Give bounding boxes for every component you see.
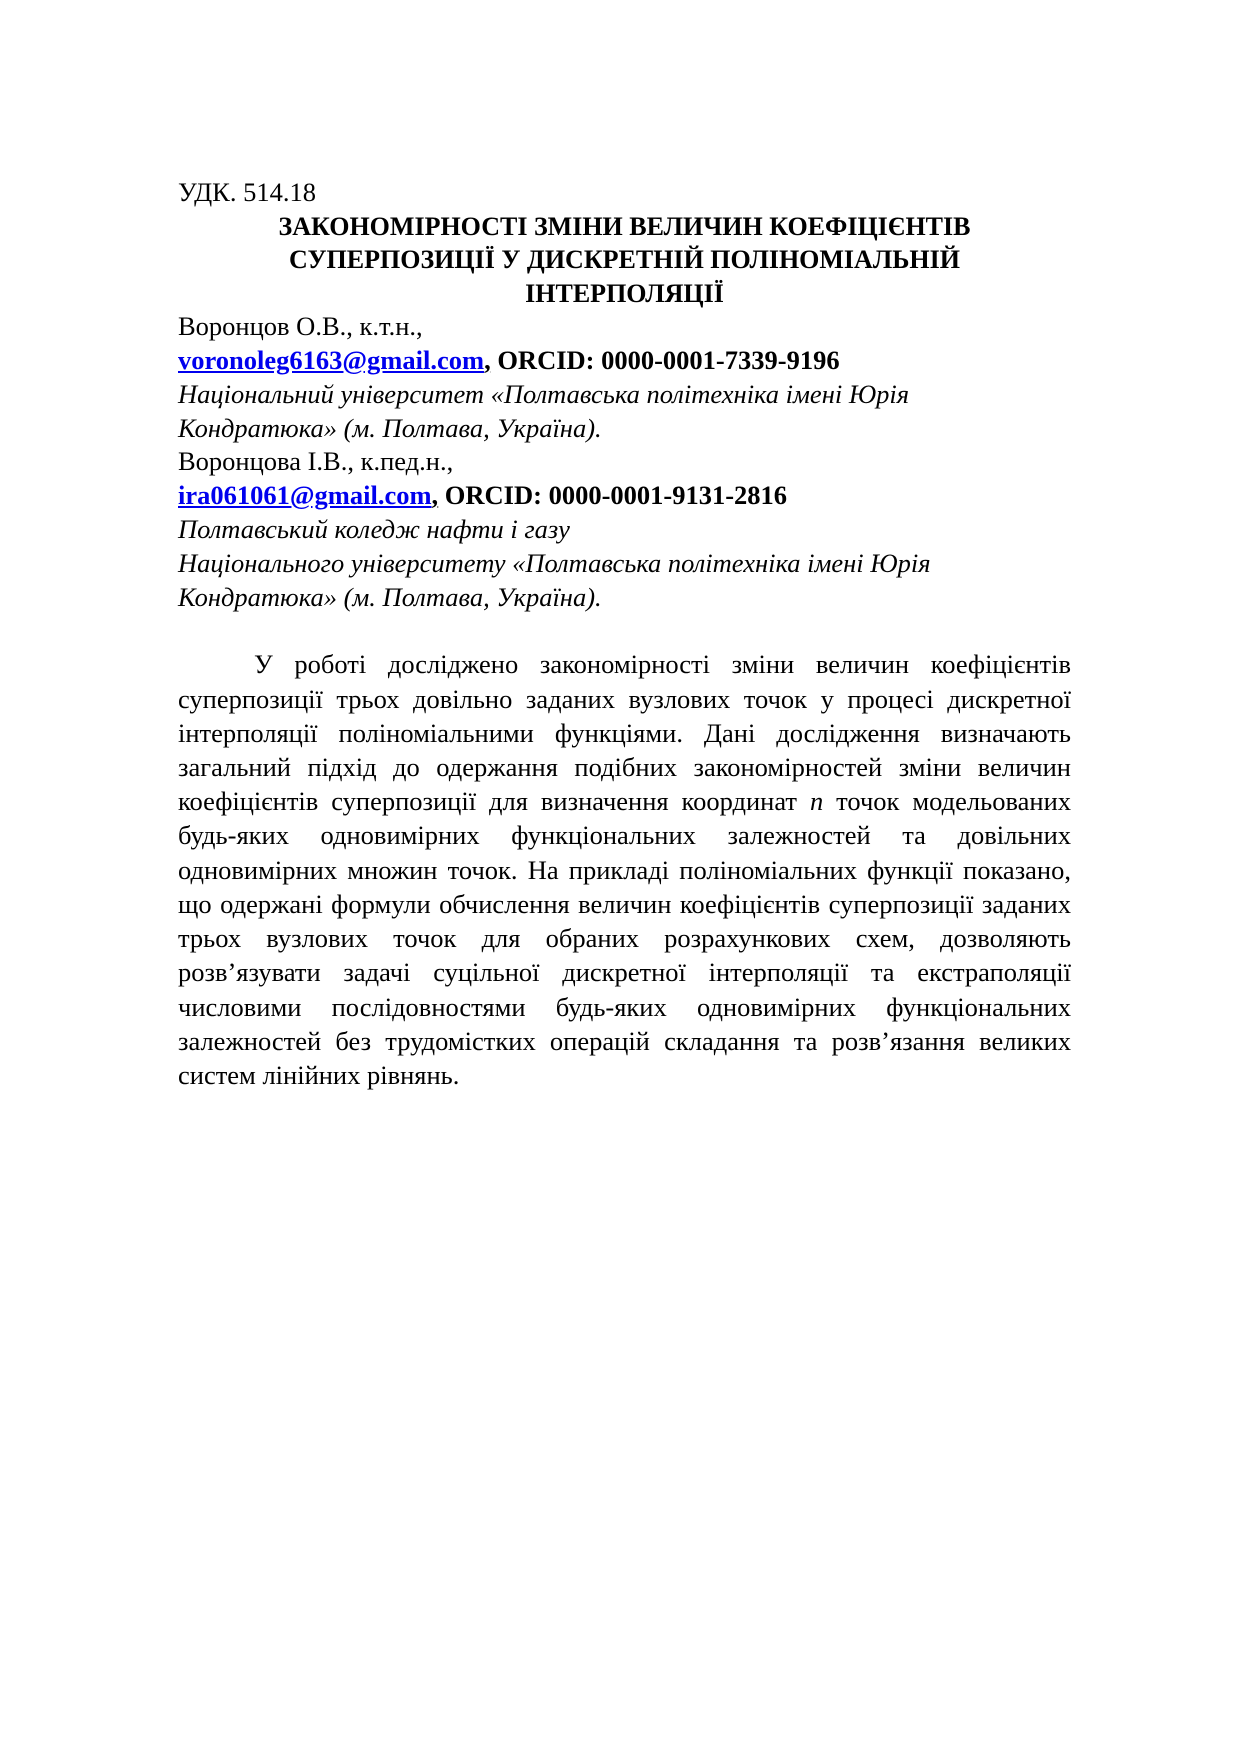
affiliation-line: Кондратюка» (м. Полтава, Україна).	[178, 412, 602, 443]
abstract-text: У роботі досліджено закономірності зміни величин коефіцієнтів суперпозиції трьох довільно заданих вузлових точок у процесі дискретної інтерполяції поліноміальними функціями. Дані дослідження визначають загальний підхід до одержання подібних закономірностей зміни величин коефіцієнтів суперпозиції для визначення координат	[178, 649, 1071, 817]
author-block-2	[178, 445, 1071, 614]
separator: ,	[484, 345, 491, 376]
email-link[interactable]: voronoleg6163@gmail.com	[178, 345, 485, 376]
document-page	[178, 176, 1071, 1119]
udk-code: УДК. 514.18	[178, 177, 316, 207]
author-contact	[178, 479, 1071, 513]
affiliation-line: Кондратюка» (м. Полтава, Україна).	[178, 581, 602, 612]
orcid: ORCID: 0000-0001-9131-2816	[438, 480, 788, 511]
abstract-paragraph	[178, 647, 1071, 1092]
affiliation-line: Полтавський коледж нафти і газу	[178, 514, 570, 545]
affiliation-line: Національного університету «Полтавська політехніка імені Юрія	[178, 547, 931, 578]
email-link[interactable]: ira061061@gmail.com	[178, 480, 432, 511]
author-name: Воронцова І.В., к.пед.н.,	[178, 446, 454, 477]
separator: ,	[431, 480, 439, 511]
author-contact	[178, 344, 1071, 378]
orcid: ORCID: 0000-0001-7339-9196	[490, 345, 840, 376]
author-block-1	[178, 310, 1071, 445]
abstract-text: точок модельованих будь-яких одновимірних функціональних залежностей та довільних одновимірних множин точок. На прикладі поліноміальних функції показано, що одержані формули обчислення величин коефіцієнтів суперпозиції заданих трьох вузлових точок для обраних розрахункових схем, дозволяють розв’язувати задачі суцільної дискретної інтерполяції та екстраполяції числовими послідовностями будь-яких одновимірних функціональних залежностей без трудомістких операцій складання та розв’язання великих систем лінійних рівнянь.	[178, 786, 1071, 1090]
article-title: ЗАКОНОМІРНОСТІ ЗМІНИ ВЕЛИЧИН КОЕФІЦІЄНТІВ СУПЕРПОЗИЦІЇ У ДИСКРЕТНІЙ ПОЛІНОМІАЛЬНІЙ ІНТЕРПОЛЯЦІЇ	[278, 211, 971, 308]
math-variable: n	[809, 786, 824, 817]
author-name: Воронцов О.В., к.т.н.,	[178, 311, 423, 342]
affiliation-line: Національний університет «Полтавська політехніка імені Юрія	[178, 378, 910, 409]
